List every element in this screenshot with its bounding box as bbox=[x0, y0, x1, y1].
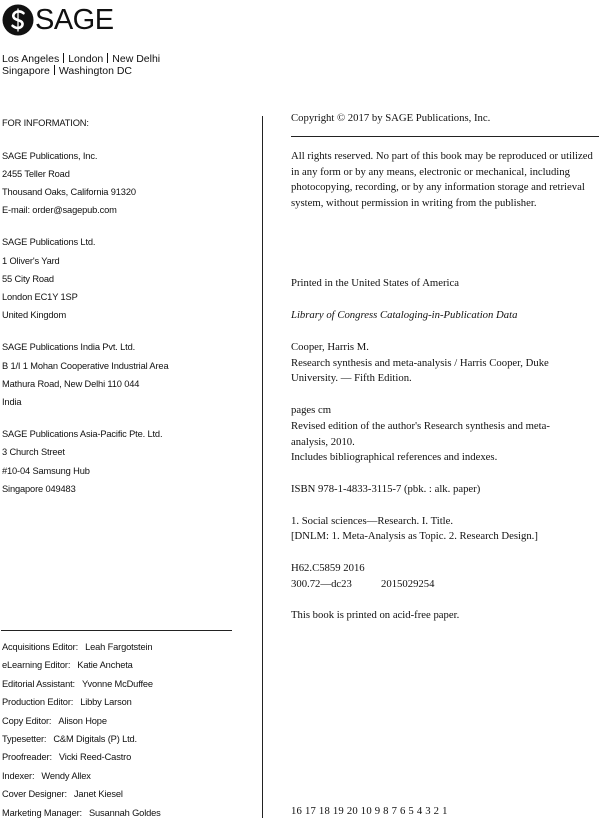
address-line: SAGE Publications India Pvt. Ltd. bbox=[2, 342, 136, 353]
credit-name: Susannah Goldes bbox=[88, 807, 161, 818]
isbn: ISBN 978-1-4833-3115-7 (pbk. : alk. paper) bbox=[291, 482, 481, 495]
credit-role: Production Editor: bbox=[2, 697, 74, 708]
credit-role: Acquisitions Editor: bbox=[2, 642, 79, 652]
credit-line bbox=[2, 748, 161, 766]
cip-note: pages cm bbox=[291, 404, 332, 417]
rights-statement bbox=[291, 149, 599, 212]
cip-title: University. — Fifth Edition. bbox=[291, 372, 412, 385]
address-line: United Kingdom bbox=[2, 309, 67, 320]
credit-name: Libby Larson bbox=[80, 697, 132, 708]
copyright-notice: Copyright © 2017 by SAGE Publications, Inc. bbox=[291, 112, 491, 124]
cip-heading: Library of Congress Cataloging-in-Publication Data bbox=[291, 309, 518, 321]
credit-line bbox=[2, 693, 161, 711]
city: London bbox=[68, 53, 104, 65]
credit-line bbox=[2, 785, 161, 803]
credit-role: eLearning Editor: bbox=[2, 660, 71, 671]
office-address bbox=[2, 147, 168, 219]
info-heading: FOR INFORMATION: bbox=[2, 118, 89, 128]
cip-note: Includes bibliographical references and indexes. bbox=[291, 451, 498, 464]
address-line: B 1/I 1 Mohan Cooperative Industrial Area bbox=[2, 360, 169, 371]
cip-note: analysis, 2010. bbox=[291, 435, 355, 448]
address-line: Singapore 049483 bbox=[2, 483, 76, 494]
credit-name: Vicki Reed-Castro bbox=[58, 752, 132, 763]
contact-information bbox=[2, 114, 168, 498]
office-address bbox=[2, 233, 168, 323]
credit-role: Editorial Assistant: bbox=[2, 678, 75, 689]
print-line: 16 17 18 19 20 10 9 8 7 6 5 4 3 2 1 bbox=[291, 805, 448, 817]
credits-rule bbox=[1, 630, 232, 631]
credit-role: Copy Editor: bbox=[2, 715, 52, 726]
column-divider bbox=[262, 116, 263, 818]
cip-author: Cooper, Harris M. bbox=[291, 341, 369, 353]
city: Los Angeles bbox=[2, 53, 60, 65]
credit-role: Marketing Manager: bbox=[2, 807, 82, 818]
lccn: 2015029254 bbox=[381, 577, 435, 590]
cip-record bbox=[291, 340, 599, 624]
address-line: 2455 Teller Road bbox=[2, 168, 70, 179]
address-line: SAGE Publications, Inc. bbox=[2, 150, 98, 161]
publisher-logo bbox=[2, 4, 114, 36]
credit-role: Typesetter: bbox=[2, 734, 47, 745]
address-line: 1 Oliver's Yard bbox=[2, 255, 60, 266]
lc-call-number: H62.C5859 2016 bbox=[291, 562, 365, 575]
address-line: 3 Church Street bbox=[2, 447, 65, 458]
credit-role: Proofreader: bbox=[2, 752, 52, 763]
dewey-number: 300.72—dc23 bbox=[291, 577, 352, 590]
printed-in: Printed in the United States of America bbox=[291, 277, 459, 289]
rights-line: All rights reserved. No part of this book may be reproduced or utilized bbox=[291, 150, 593, 162]
office-address bbox=[2, 425, 168, 497]
credit-name: Alison Hope bbox=[58, 715, 107, 726]
credit-name: Wendy Allex bbox=[41, 770, 91, 781]
address-email: E-mail: order@sagepub.com bbox=[2, 204, 117, 215]
address-line: London EC1Y 1SP bbox=[2, 291, 78, 302]
publisher-cities bbox=[2, 53, 160, 77]
logo-wordmark: SAGE bbox=[35, 4, 114, 36]
address-line: SAGE Publications Asia-Pacific Pte. Ltd. bbox=[2, 429, 163, 440]
credit-line bbox=[2, 767, 161, 785]
city: New Delhi bbox=[112, 53, 161, 65]
credit-line bbox=[2, 730, 161, 748]
address-line: Mathura Road, New Delhi 110 044 bbox=[2, 378, 140, 389]
copyright-rule bbox=[291, 136, 599, 137]
credit-name: Janet Kiesel bbox=[73, 789, 123, 800]
credit-name: Katie Ancheta bbox=[77, 660, 133, 671]
cip-title: Research synthesis and meta-analysis / Harris Cooper, Duke bbox=[291, 356, 549, 369]
sage-s-icon bbox=[2, 4, 34, 36]
production-credits bbox=[2, 638, 161, 822]
classification-line bbox=[291, 577, 599, 593]
cip-note: Revised edition of the author's Research synthesis and meta- bbox=[291, 419, 550, 432]
credit-name: Leah Fargotstein bbox=[85, 642, 153, 652]
credit-role: Cover Designer: bbox=[2, 789, 67, 800]
address-line: Thousand Oaks, California 91320 bbox=[2, 186, 136, 197]
acid-free-note: This book is printed on acid-free paper. bbox=[291, 609, 460, 622]
credit-line bbox=[2, 638, 161, 656]
office-address bbox=[2, 338, 168, 410]
rights-line: system, without permission in writing from the publisher. bbox=[291, 197, 537, 210]
city: Washington DC bbox=[58, 65, 133, 77]
address-line: SAGE Publications Ltd. bbox=[2, 237, 96, 248]
credit-line bbox=[2, 712, 161, 730]
address-line: #10-04 Samsung Hub bbox=[2, 465, 90, 476]
credit-role: Indexer: bbox=[2, 770, 35, 781]
credit-name: C&M Digitals (P) Ltd. bbox=[53, 734, 137, 745]
cip-subject: 1. Social sciences—Research. I. Title. bbox=[291, 514, 454, 527]
rights-line: photocopying, recording, or by any information storage and retrieval bbox=[291, 181, 585, 194]
credit-name: Yvonne McDuffee bbox=[81, 678, 153, 689]
rights-line: in any form or by any means, electronic or mechanical, including bbox=[291, 165, 570, 178]
address-line: India bbox=[2, 396, 22, 407]
credit-line bbox=[2, 804, 161, 822]
address-line: 55 City Road bbox=[2, 273, 54, 284]
credit-line bbox=[2, 675, 161, 693]
city: Singapore bbox=[2, 65, 50, 77]
credit-line bbox=[2, 656, 161, 674]
cip-subject: [DNLM: 1. Meta-Analysis as Topic. 2. Research Design.] bbox=[291, 530, 538, 543]
